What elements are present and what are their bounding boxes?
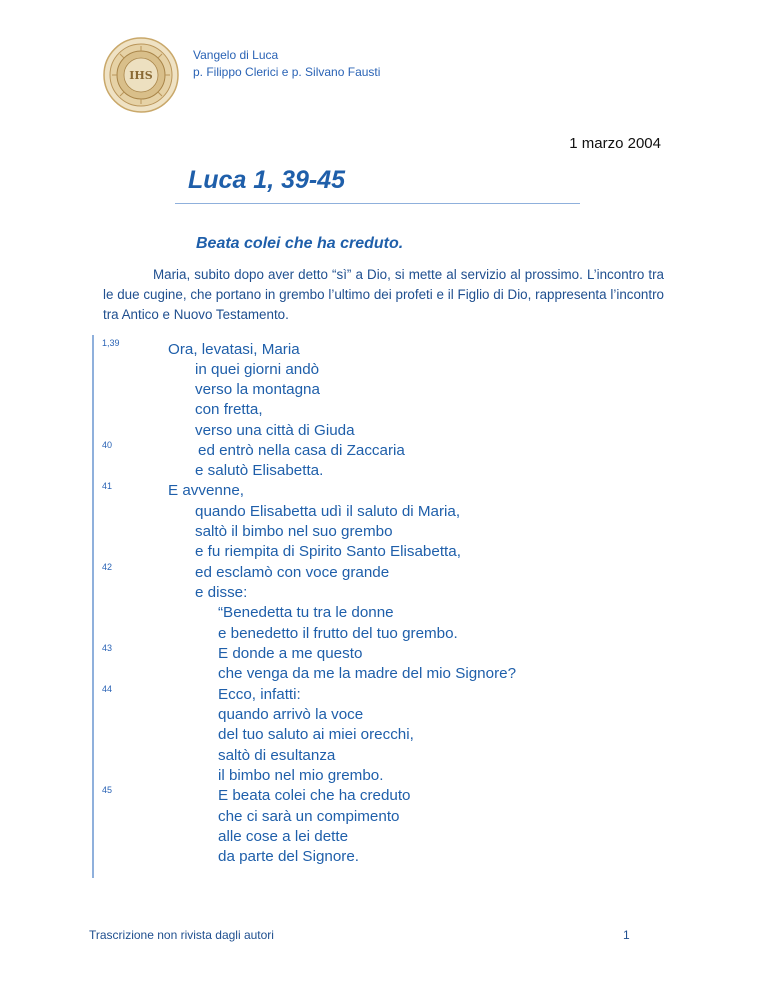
verse-margin-bar xyxy=(92,335,94,878)
verse-line: e fu riempita di Spirito Santo Elisabetta, xyxy=(195,543,461,560)
verse-number: 41 xyxy=(102,481,113,491)
verse-number: 42 xyxy=(102,562,113,572)
verse-line: e benedetto il frutto del tuo grembo. xyxy=(218,625,458,642)
verse-line: verso la montagna xyxy=(195,381,320,398)
svg-text:IHS: IHS xyxy=(129,69,153,82)
verse-line: ed esclamò con voce grande xyxy=(195,564,390,581)
verse-line: Ora, levatasi, Maria xyxy=(168,341,300,358)
footer-note: Trascrizione non rivista dagli autori xyxy=(89,928,274,942)
verse-line: e salutò Elisabetta. xyxy=(195,462,324,479)
verse-line: con fretta, xyxy=(195,401,263,418)
verse-line: e disse: xyxy=(195,584,248,601)
verse-line: ed entrò nella casa di Zaccaria xyxy=(198,442,405,459)
verse-line: saltò il bimbo nel suo grembo xyxy=(195,523,393,540)
verse-number: 43 xyxy=(102,643,113,653)
verse-line: il bimbo nel mio grembo. xyxy=(218,767,384,784)
header-book: Vangelo di Luca xyxy=(193,48,279,62)
verse-line: alle cose a lei dette xyxy=(218,828,349,845)
verse-number: 44 xyxy=(102,684,113,694)
verse-line: E avvenne, xyxy=(168,482,244,499)
header-text xyxy=(193,47,380,81)
verse-line: E donde a me questo xyxy=(218,645,363,662)
page-number: 1 xyxy=(623,928,630,942)
verse-number: 40 xyxy=(102,440,113,450)
verse-line: saltò di esultanza xyxy=(218,747,336,764)
verse-line: in quei giorni andò xyxy=(195,361,320,378)
verse-line: E beata colei che ha creduto xyxy=(218,787,411,804)
intro-paragraph: Maria, subito dopo aver detto “sì” a Dio, si mette al servizio al prossimo. L’incontro tra le due cugine, che portano in grembo l’ultimo dei profeti e il Figlio di Dio, rappresenta l’incontro tra Antico e Nuovo Testamento. xyxy=(103,267,664,322)
verse-line: da parte del Signore. xyxy=(218,848,360,865)
verse-line: che ci sarà un compimento xyxy=(218,808,400,825)
verse-line: “Benedetta tu tra le donne xyxy=(218,604,394,621)
title-underline xyxy=(175,203,580,204)
verse-line: Ecco, infatti: xyxy=(218,686,301,703)
seal-logo-icon xyxy=(103,37,179,113)
header-authors: p. Filippo Clerici e p. Silvano Fausti xyxy=(193,65,381,79)
verse-line: del tuo saluto ai miei orecchi, xyxy=(218,726,414,743)
page-title: Luca 1, 39-45 xyxy=(188,166,346,194)
verse-line: verso una città di Giuda xyxy=(195,422,355,439)
verse-number: 1,39 xyxy=(102,338,120,348)
date: 1 marzo 2004 xyxy=(569,135,661,152)
verse-line: che venga da me la madre del mio Signore? xyxy=(218,665,517,682)
verse-number: 45 xyxy=(102,785,113,795)
subtitle: Beata colei che ha creduto. xyxy=(196,235,404,252)
verse-line: quando arrivò la voce xyxy=(218,706,364,723)
verse-line: quando Elisabetta udì il saluto di Maria, xyxy=(195,503,461,520)
